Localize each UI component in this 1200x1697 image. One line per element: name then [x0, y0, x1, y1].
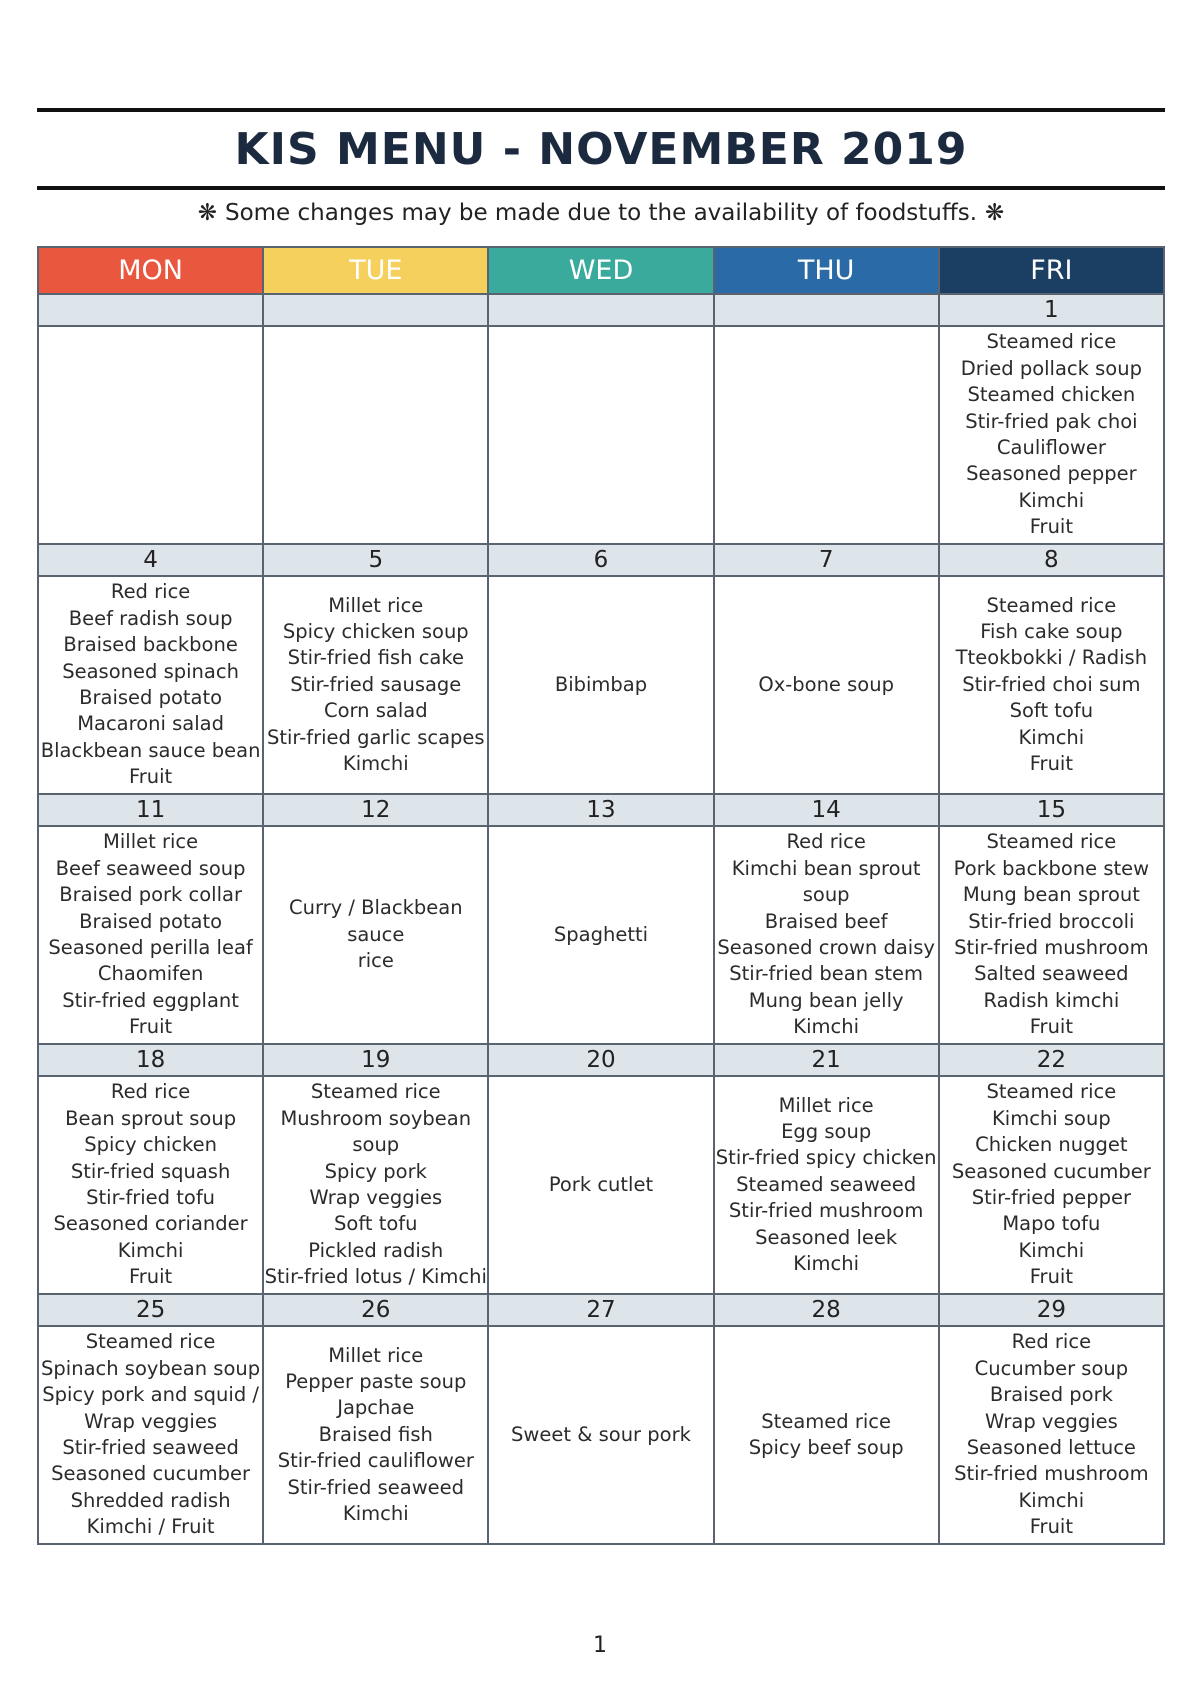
menu-item: Soft tofu	[1009, 699, 1094, 723]
menu-item: Pepper paste soup	[285, 1369, 467, 1393]
menu-item: Japchae	[337, 1396, 415, 1420]
menu-item: Shredded radish	[70, 1488, 231, 1512]
menu-item: Stir-fried seaweed	[287, 1475, 465, 1499]
menu-cell-thu	[714, 576, 939, 794]
menu-item: Wrap veggies	[309, 1186, 443, 1209]
menu-item: Dried pollack soup	[960, 356, 1142, 380]
menu-item: Radish kimchi	[983, 988, 1120, 1012]
menu-item: Spaghetti	[553, 922, 649, 946]
date-row	[38, 294, 1164, 326]
menu-item: Blackbean sauce bean	[40, 738, 261, 762]
menu-item: Wrap veggies	[84, 1409, 217, 1433]
menu-item: Kimchi / Fruit	[86, 1515, 215, 1539]
menu-item: Braised pork	[989, 1383, 1113, 1407]
menu-cell-fri	[939, 1326, 1164, 1544]
menu-item: Seasoned perilla leaf	[48, 936, 253, 959]
menu-item: Spicy pork	[324, 1159, 427, 1183]
menu-item: Stir-fried mushroom	[954, 936, 1149, 959]
date-cell-thu: 28	[714, 1294, 939, 1326]
title-block	[37, 108, 1165, 190]
date-cell-fri: 1	[939, 294, 1164, 326]
date-cell-tue: 5	[263, 544, 488, 576]
menu-row	[38, 1076, 1164, 1294]
day-header-fri: FRI	[939, 247, 1164, 294]
date-cell-thu	[714, 294, 939, 326]
day-header-wed: WED	[488, 247, 713, 294]
menu-item: Macaroni salad	[77, 712, 224, 736]
day-header-thu: THU	[714, 247, 939, 294]
menu-cell-fri	[939, 576, 1164, 794]
menu-row	[38, 326, 1164, 544]
menu-calendar	[37, 246, 1165, 1545]
menu-cell-mon	[38, 1326, 263, 1544]
menu-item: Fruit	[1029, 1515, 1073, 1539]
date-cell-mon: 4	[38, 544, 263, 576]
menu-item: Braised beef	[764, 909, 888, 933]
menu-item: Kimchi	[1018, 488, 1085, 512]
menu-item: Braised potato	[79, 909, 223, 933]
menu-item: Kimchi	[793, 1252, 859, 1276]
date-cell-wed: 13	[488, 794, 713, 826]
menu-item: soup	[802, 883, 850, 907]
date-cell-mon: 25	[38, 1294, 263, 1326]
menu-item: Stir-fried pak choi	[965, 409, 1138, 433]
menu-item: Millet rice	[328, 1343, 424, 1367]
asterisk-icon: ❋	[197, 200, 217, 226]
menu-item: Stir-fried squash	[70, 1159, 231, 1183]
menu-item: Stir-fried sausage	[290, 672, 462, 696]
menu-item: Steamed rice	[986, 1080, 1117, 1104]
menu-item: Stir-fried broccoli	[968, 909, 1135, 933]
menu-item: Mung bean sprout	[962, 883, 1140, 907]
menu-cell-mon	[38, 826, 263, 1044]
menu-item: Kimchi	[1018, 1488, 1085, 1512]
availability-note	[37, 200, 1165, 226]
menu-item: Stir-fried bean stem	[729, 962, 924, 986]
menu-item: Stir-fried fish cake	[287, 646, 464, 670]
menu-item: Fruit	[128, 765, 173, 789]
menu-item: Steamed rice	[85, 1330, 216, 1354]
menu-cell-wed	[488, 326, 713, 544]
menu-item: Seasoned lettuce	[966, 1436, 1136, 1459]
menu-cell-tue	[263, 1076, 488, 1294]
menu-item: Stir-fried spicy chicken	[715, 1146, 937, 1170]
day-header-tue: TUE	[263, 247, 488, 294]
menu-cell-tue	[263, 826, 488, 1044]
menu-item: Kimchi	[1018, 725, 1085, 749]
date-cell-mon: 11	[38, 794, 263, 826]
menu-item: Steamed rice	[986, 593, 1117, 617]
menu-item: Sweet & sour pork	[511, 1422, 691, 1446]
menu-item: Fruit	[1029, 752, 1073, 776]
menu-item: Spicy chicken soup	[282, 619, 469, 643]
menu-item: Soft tofu	[334, 1212, 418, 1236]
menu-item: Seasoned pepper	[966, 462, 1137, 486]
menu-item: Salted seaweed	[974, 962, 1129, 986]
menu-item: Steamed rice	[310, 1080, 441, 1104]
menu-cell-wed	[488, 826, 713, 1044]
menu-item: Millet rice	[103, 830, 199, 854]
menu-item: Kimchi	[117, 1238, 184, 1262]
date-cell-mon	[38, 294, 263, 326]
date-row	[38, 794, 1164, 826]
menu-item: Stir-fried mushroom	[728, 1199, 924, 1223]
date-row	[38, 1294, 1164, 1326]
menu-cell-thu	[714, 826, 939, 1044]
date-cell-fri: 8	[939, 544, 1164, 576]
menu-item: Fruit	[1029, 1265, 1073, 1289]
menu-item: Fish cake soup	[980, 619, 1123, 643]
page-title: KIS MENU - NOVEMBER 2019	[234, 123, 968, 175]
date-row	[38, 1044, 1164, 1076]
menu-item: Seasoned coriander	[53, 1212, 248, 1236]
menu-item: Corn salad	[323, 699, 428, 723]
menu-item: Pork backbone stew	[953, 856, 1150, 880]
menu-item: Kimchi	[342, 1502, 409, 1526]
menu-cell-mon	[38, 1076, 263, 1294]
menu-cell-mon	[38, 326, 263, 544]
menu-item: Stir-fried seaweed	[62, 1436, 239, 1459]
date-row	[38, 544, 1164, 576]
date-cell-wed: 6	[488, 544, 713, 576]
menu-item: Stir-fried choi sum	[962, 672, 1141, 696]
menu-cell-fri	[939, 1076, 1164, 1294]
menu-cell-wed	[488, 1326, 713, 1544]
menu-item: Steamed chicken	[967, 383, 1136, 407]
menu-item: Millet rice	[778, 1093, 874, 1117]
menu-item: Red rice	[786, 830, 866, 854]
menu-item: Bibimbap	[554, 672, 648, 696]
menu-item: Chaomifen	[97, 962, 204, 986]
menu-item: Kimchi	[793, 1015, 859, 1039]
menu-cell-tue	[263, 1326, 488, 1544]
menu-item: Red rice	[110, 1080, 191, 1104]
menu-item: Kimchi	[342, 752, 409, 776]
menu-item: Cauliflower	[996, 436, 1106, 459]
menu-item: soup	[352, 1133, 400, 1157]
menu-item: Stir-fried pepper	[971, 1186, 1132, 1209]
weekday-header-row	[38, 247, 1164, 294]
date-cell-fri: 22	[939, 1044, 1164, 1076]
menu-row	[38, 826, 1164, 1044]
menu-item: Seasoned cucumber	[951, 1159, 1151, 1183]
menu-item: Mushroom soybean	[280, 1106, 472, 1130]
menu-item: Ox-bone soup	[758, 672, 894, 696]
menu-item: Mapo tofu	[1002, 1212, 1101, 1236]
date-cell-wed: 27	[488, 1294, 713, 1326]
menu-item: Cucumber soup	[974, 1356, 1129, 1380]
menu-item: Stir-fried garlic scapes	[266, 725, 485, 749]
date-cell-thu: 21	[714, 1044, 939, 1076]
asterisk-icon: ❋	[985, 200, 1005, 226]
menu-item: Seasoned cucumber	[51, 1462, 251, 1486]
date-cell-wed: 20	[488, 1044, 713, 1076]
menu-item: sauce	[347, 922, 405, 946]
date-cell-fri: 29	[939, 1294, 1164, 1326]
menu-cell-thu	[714, 1326, 939, 1544]
menu-cell-tue	[263, 576, 488, 794]
date-cell-thu: 7	[714, 544, 939, 576]
availability-note-text: Some changes may be made due to the availability of foodstuffs.	[224, 200, 978, 226]
menu-item: Beef seaweed soup	[55, 856, 246, 880]
menu-body	[38, 294, 1164, 1544]
menu-cell-tue	[263, 326, 488, 544]
menu-item: Fruit	[1029, 1015, 1073, 1039]
menu-row	[38, 1326, 1164, 1544]
menu-item: Steamed seaweed	[736, 1172, 917, 1196]
menu-cell-thu	[714, 326, 939, 544]
menu-item: Steamed rice	[761, 1409, 891, 1433]
menu-item: Stir-fried lotus / Kimchi	[264, 1265, 487, 1289]
menu-item: Seasoned leek	[755, 1225, 898, 1249]
menu-item: Bean sprout soup	[65, 1106, 237, 1130]
menu-item: Steamed rice	[986, 830, 1117, 854]
date-cell-mon: 18	[38, 1044, 263, 1076]
menu-item: Fruit	[128, 1265, 173, 1289]
day-header-mon: MON	[38, 247, 263, 294]
menu-item: rice	[357, 949, 394, 973]
menu-item: Stir-fried mushroom	[954, 1462, 1149, 1486]
menu-item: Braised backbone	[63, 633, 238, 657]
menu-item: Kimchi	[1018, 1238, 1085, 1262]
menu-item: Seasoned crown daisy	[717, 936, 935, 959]
menu-item: Braised pork collar	[59, 883, 242, 907]
menu-item: Beef radish soup	[68, 606, 233, 630]
menu-item: Stir-fried cauliflower	[277, 1449, 474, 1473]
page-number: 1	[593, 1633, 607, 1658]
menu-item: Braised potato	[79, 686, 223, 709]
menu-row	[38, 576, 1164, 794]
menu-item: Spicy pork and squid /	[42, 1383, 259, 1407]
menu-cell-wed	[488, 1076, 713, 1294]
menu-item: Millet rice	[328, 593, 424, 617]
menu-item: Red rice	[110, 580, 191, 604]
menu-item: Seasoned spinach	[62, 659, 239, 683]
menu-item: Spicy chicken	[84, 1133, 217, 1157]
menu-cell-fri	[939, 826, 1164, 1044]
menu-item: Curry / Blackbean	[288, 896, 463, 920]
date-cell-tue	[263, 294, 488, 326]
menu-item: Pickled radish	[308, 1238, 444, 1262]
menu-item: Fruit	[128, 1015, 173, 1039]
menu-item: Kimchi bean sprout	[731, 856, 921, 880]
menu-item: Spicy beef soup	[748, 1436, 904, 1459]
menu-item: Mung bean jelly	[748, 988, 904, 1012]
date-cell-tue: 26	[263, 1294, 488, 1326]
date-cell-tue: 12	[263, 794, 488, 826]
date-cell-tue: 19	[263, 1044, 488, 1076]
menu-cell-mon	[38, 576, 263, 794]
menu-item: Egg soup	[781, 1119, 872, 1143]
menu-item: Wrap veggies	[984, 1409, 1118, 1433]
menu-item: Chicken nugget	[975, 1133, 1128, 1157]
menu-item: Tteokbokki / Radish	[955, 646, 1148, 670]
menu-item: Pork cutlet	[548, 1172, 654, 1196]
menu-item: Steamed rice	[986, 330, 1117, 354]
menu-cell-fri	[939, 326, 1164, 544]
menu-item: Kimchi soup	[992, 1106, 1111, 1130]
menu-item: Fruit	[1029, 515, 1073, 539]
menu-cell-thu	[714, 1076, 939, 1294]
date-cell-wed	[488, 294, 713, 326]
menu-cell-wed	[488, 576, 713, 794]
menu-item: Braised fish	[318, 1422, 433, 1446]
menu-item: Stir-fried tofu	[86, 1186, 216, 1209]
date-cell-fri: 15	[939, 794, 1164, 826]
menu-item: Red rice	[1011, 1330, 1092, 1354]
menu-item: Stir-fried eggplant	[62, 988, 239, 1012]
date-cell-thu: 14	[714, 794, 939, 826]
menu-item: Spinach soybean soup	[41, 1356, 261, 1380]
